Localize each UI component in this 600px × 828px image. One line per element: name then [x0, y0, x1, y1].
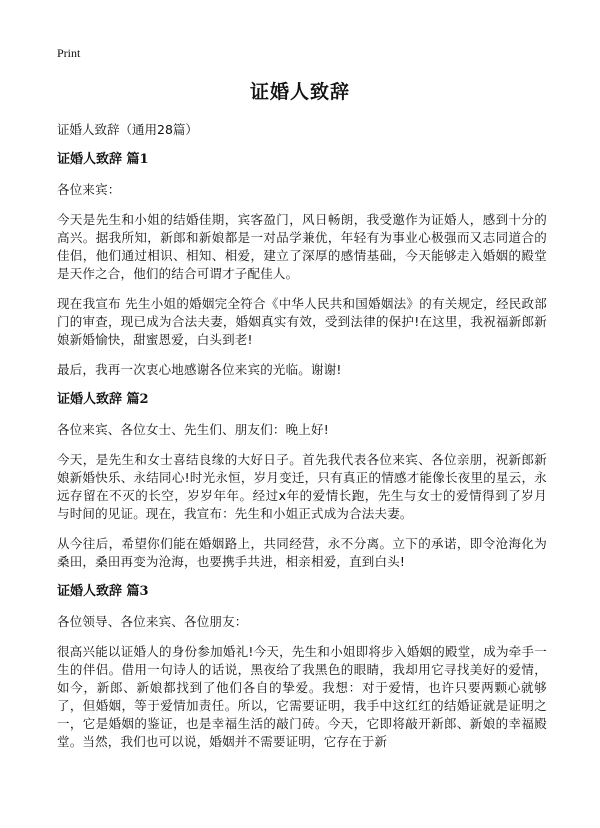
paragraph: 各位来宾、各位女士、先生们、朋友们：晚上好!	[57, 422, 329, 437]
section-heading: 证婚人致辞 篇2	[57, 392, 149, 407]
document-body	[57, 121, 547, 763]
print-link[interactable]: Print	[57, 46, 81, 60]
section-heading: 证婚人致辞 篇1	[57, 152, 149, 167]
document-subtitle: 证婚人致辞（通用28篇）	[57, 122, 198, 137]
paragraph: 各位领导、各位来宾、各位朋友：	[57, 614, 248, 629]
paragraph: 现在我宣布 先生小姐的婚姻完全符合《中华人民共和国婚姻法》的有关规定，经民政部门的审查，现已成为合法夫妻，婚姻真实有效，受到法律的保护!在这里，我祝福新郎新娘新婚愉快，甜蜜恩爱，白头到老!	[57, 296, 547, 347]
paragraph: 今天，是先生和女士喜结良缘的大好日子。首先我代表各位来宾、各位亲朋，祝新郎新娘新婚快乐、永结同心!时光永恒，岁月变迁，只有真正的情感才能像长夜里的星云，永远存留在不灭的长空，岁岁年年。经过x年的爱情长跑，先生与女士的爱情得到了岁月与时间的见证。现在，我宣布：先生和小姐正式成为合法夫妻。	[57, 452, 547, 521]
section-heading: 证婚人致辞 篇3	[57, 584, 149, 599]
paragraph: 各位来宾：	[57, 182, 121, 197]
section-3	[57, 583, 547, 751]
section-1	[57, 151, 547, 379]
paragraph: 很高兴能以证婚人的身份参加婚礼!今天，先生和小姐即将步入婚姻的殿堂，成为牵手一生的伴侣。借用一句诗人的话说，黑夜给了我黑色的眼睛，我却用它寻找美好的爱情，如今，新郎、新娘都找到了他们各自的挚爱。我想：对于爱情，也许只要两颗心就够了，但婚姻，等于爱情加责任。所以，它需要证明，我手中这红红的结婚证就是证明之一，它是婚姻的鉴证，也是幸福生活的敲门砖。今天，它即将敲开新郎、新娘的幸福殿堂。当然，我们也可以说，婚姻并不需要证明，它存在于新	[57, 644, 547, 749]
document-title: 证婚人致辞	[249, 81, 350, 103]
section-2	[57, 391, 547, 571]
paragraph: 今天是先生和小姐的结婚佳期，宾客盈门，风日畅朗，我受邀作为证婚人，感到十分的高兴。据我所知，新郎和新娘都是一对品学兼优，年轻有为事业心极强而又志同道合的佳侣，他们通过相识、相知、相爱，建立了深厚的感情基础，今天能够走入婚姻的殿堂是天作之合，他们的结合可谓才子配佳人。	[57, 212, 547, 281]
paragraph: 从今往后，希望你们能在婚姻路上，共同经营，永不分离。立下的承诺，即令沧海化为桑田，桑田再变为沧海，也要携手共进，相亲相爱，直到白头!	[57, 536, 547, 569]
paragraph: 最后，我再一次衷心地感谢各位来宾的光临。谢谢!	[57, 362, 342, 377]
